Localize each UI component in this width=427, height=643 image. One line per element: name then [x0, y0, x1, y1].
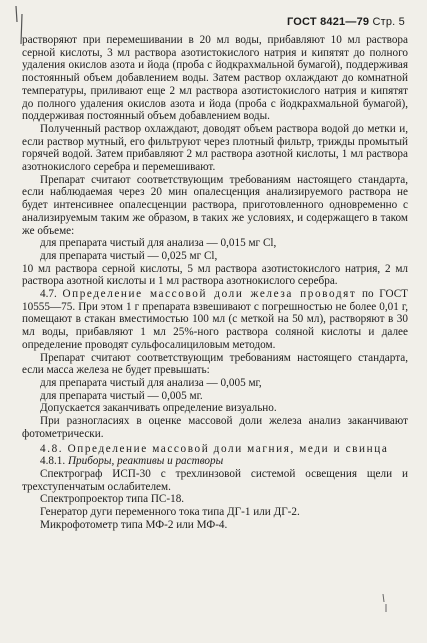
section-4-8-1 — [22, 455, 408, 468]
section-number: 4.7. — [40, 288, 57, 301]
scan-mark-icon — [380, 592, 390, 614]
paragraph: Препарат считают соответствующим требованиям настоящего стандарта, если наблюдаемая через 20 мин опалесценция анализируемого раствора не будет интенсивнее опалесценции раствора, приготовленного одновременно с анализируемым таким же образом, в таких же условиях, и содержащего в таком же объеме: — [22, 173, 408, 237]
paragraph: Препарат считают соответствующим требованиям настоящего стандарта, если масса железа не будет превышать: — [22, 351, 408, 377]
body-text — [22, 34, 408, 531]
section-text: по ГОСТ 10555—75. При этом 1 г препарата взвешивают с погрешностью не более 0,01 г, помещают в стакан вместимостью 100 мл (с меткой на 50 мл), растворяют в 30 мл воды, прибавляют 1 мл 25%-ного раствора соляной кислоты и далее определение проводят сульфосалициловым методом. — [22, 288, 408, 351]
list-item: для препарата чистый — 0,005 мг. — [40, 389, 203, 402]
standard-number: ГОСТ 8421—79 — [287, 16, 370, 28]
section-title: Определение массовой доли железа проводят — [62, 288, 357, 301]
paragraph: Спектрограф ИСП-30 с трехлинзовой системой освещения щели и трехступенчатым ослабителем. — [22, 467, 408, 493]
list-item: для препарата чистый для анализа — 0,005 мг, — [40, 376, 262, 389]
paragraph: При разногласиях в оценке массовой доли железа анализ заканчивают фотометрически. — [22, 415, 408, 440]
page-header — [287, 16, 405, 28]
paragraph: 10 мл раствора серной кислоты, 5 мл раствора азотистокислого натрия, 2 мл раствора азотной кислоты и 1 мл раствора азотнокислого серебра. — [22, 262, 408, 288]
section-4-8-title: 4.8. Определение массовой доли магния, меди и свинца — [40, 442, 389, 455]
list-item: для препарата чистый для анализа — 0,015 мг Cl, — [40, 237, 277, 250]
page-number: Стр. 5 — [372, 16, 405, 28]
section-title: Приборы, реактивы и растворы — [67, 455, 224, 468]
section-number: 4.8.1. — [40, 455, 66, 468]
section-4-7 — [22, 288, 408, 352]
list-item: Микрофотометр типа МФ-2 или МФ-4. — [40, 518, 228, 531]
paragraph: растворяют при перемешивании в 20 мл воды, прибавляют 10 мл раствора серной кислоты, 3 мл раствора азотистокислого натрия и кипятят до полного удаления окислов азота и йода (проба с йодкрахмальной бумагой), поддерживая постоянный объем добавлением воды. Затем раствор охлаждают до комнатной температуры, приливают еще 2 мл раствора азотистокислого натрия и кипятят до полного удаления окислов азота и йода (проба с йодкрахмальной бумагой), поддерживая постоянный объем добавлением воды. — [22, 34, 408, 123]
list-item: Генератор дуги переменного тока типа ДГ-1 или ДГ-2. — [40, 506, 300, 519]
paragraph: Полученный раствор охлаждают, доводят объем раствора водой до метки и, если раствор мутный, его фильтруют через плотный фильтр, трижды промытый горячей водой. Затем прибавляют 2 мл раствора азотной кислоты, 1 мл раствора азотнокислого серебра и перемешивают. — [22, 122, 408, 174]
paragraph: Допускается заканчивать определение визуально. — [40, 402, 277, 415]
list-item: для препарата чистый — 0,025 мг Cl, — [40, 249, 218, 262]
list-item: Спектропроектор типа ПС-18. — [40, 493, 185, 506]
